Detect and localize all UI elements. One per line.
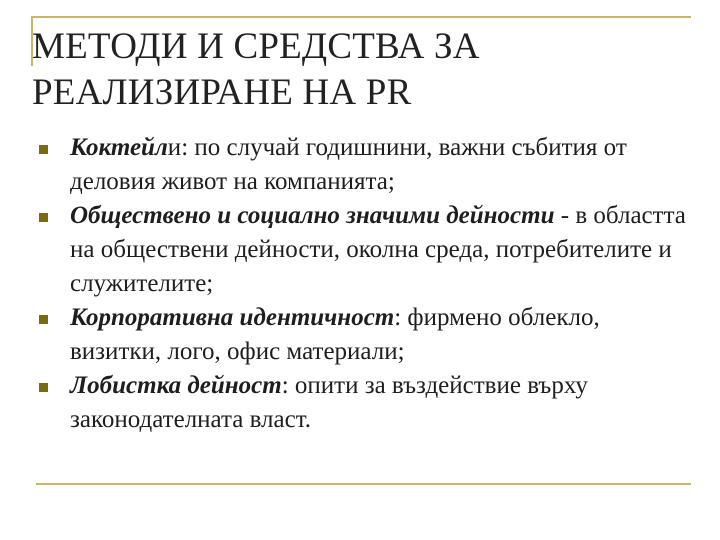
bullet-item-lobbying [32,369,687,437]
bullet-list [32,131,687,437]
bullet-text: : фирмено облекло, визитки, лого, офис материали; [70,304,600,365]
bullet-term: Обществено и социално значими дейности [70,202,555,229]
bullet-term-suffix: и [167,134,182,161]
square-bullet-icon [39,145,48,154]
square-bullet-icon [39,383,48,392]
bullet-term: Лобистка дейност [70,372,282,399]
bullet-text: - в областта на обществени дейности, околна среда, потребителите и служителите; [70,202,686,297]
top-rule-horizontal [31,16,691,18]
bullet-term: Коктейл [70,134,168,161]
slide-title [32,24,682,116]
bottom-rule [36,483,691,485]
square-bullet-icon [39,315,48,324]
square-bullet-icon [39,213,48,222]
bullet-item-social-activities [32,199,687,301]
bullet-term: Корпоративна идентичност [70,304,395,331]
bullet-item-cocktails [32,131,687,199]
bullet-item-corporate-identity [32,301,687,369]
slide-title-line-1: МЕТОДИ И СРЕДСТВА ЗА [32,26,480,67]
bullet-text: : по случай годишнини, важни събития от деловия живот на компанията; [70,134,627,195]
slide-title-line-2: РЕАЛИЗИРАНЕ НА PR [32,72,412,113]
bullet-text: : опити за въздействие върху законодателната власт. [70,372,588,433]
